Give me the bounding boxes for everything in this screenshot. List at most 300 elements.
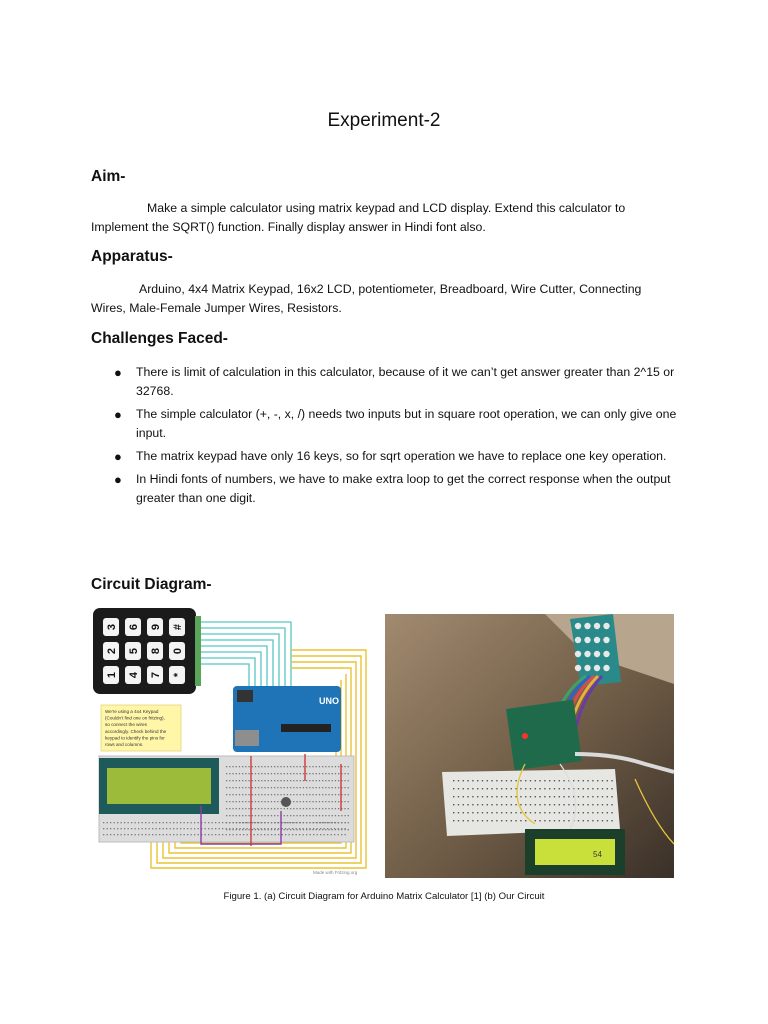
breadboard-hole [293, 801, 294, 802]
breadboard-hole [274, 780, 275, 781]
breadboard-hole [309, 766, 310, 767]
breadboard-hole [232, 815, 233, 816]
photo-breadboard-hole [511, 804, 512, 805]
breadboard-hole [310, 828, 311, 829]
photo-breadboard-hole [491, 804, 492, 805]
breadboard-hole [322, 794, 323, 795]
breadboard-hole [320, 834, 321, 835]
breadboard-hole [338, 773, 339, 774]
breadboard-hole [309, 787, 310, 788]
breadboard-hole [310, 822, 311, 823]
breadboard-hole [245, 829, 246, 830]
breadboard-hole [275, 822, 276, 823]
breadboard-hole [293, 794, 294, 795]
breadboard-hole [248, 801, 249, 802]
breadboard-hole [319, 773, 320, 774]
photo-breadboard-hole [607, 812, 608, 813]
photo-led [522, 733, 528, 739]
breadboard-hole [319, 766, 320, 767]
breadboard-hole [322, 822, 323, 823]
photo-breadboard-hole [592, 804, 593, 805]
breadboard-hole [338, 828, 339, 829]
photo-breadboard-hole [611, 780, 612, 781]
breadboard-hole [208, 834, 209, 835]
breadboard-hole [303, 787, 304, 788]
breadboard-hole [242, 801, 243, 802]
breadboard-hole [306, 773, 307, 774]
arduino-usb [235, 730, 259, 746]
photo-breadboard-hole [458, 796, 459, 797]
breadboard-hole [303, 766, 304, 767]
breadboard-hole [268, 815, 269, 816]
breadboard-hole [324, 822, 325, 823]
breadboard-hole [187, 834, 188, 835]
photo-breadboard-hole [458, 820, 459, 821]
photo-breadboard-hole [563, 804, 564, 805]
photo-breadboard-hole [487, 820, 488, 821]
breadboard-hole [316, 766, 317, 767]
breadboard-hole [348, 829, 349, 830]
breadboard-hole [332, 794, 333, 795]
breadboard-hole [103, 822, 104, 823]
potentiometer [281, 797, 291, 807]
breadboard-hole [254, 828, 255, 829]
breadboard-hole [124, 822, 125, 823]
breadboard-hole [261, 822, 262, 823]
breadboard-hole [319, 787, 320, 788]
photo-breadboard-hole [568, 788, 569, 789]
photo-breadboard-hole [587, 796, 588, 797]
breadboard-hole [334, 828, 335, 829]
breadboard-hole [103, 834, 104, 835]
breadboard-hole [255, 801, 256, 802]
breadboard-hole [275, 828, 276, 829]
breadboard-hole [344, 808, 345, 809]
photo-breadboard-hole [597, 804, 598, 805]
breadboard-hole [219, 834, 220, 835]
breadboard-hole [348, 787, 349, 788]
breadboard-hole [306, 801, 307, 802]
photo-breadboard-hole [515, 812, 516, 813]
breadboard-hole [261, 815, 262, 816]
breadboard-hole [245, 787, 246, 788]
breadboard-hole [107, 828, 108, 829]
breadboard-hole [303, 808, 304, 809]
breadboard-hole [240, 834, 241, 835]
breadboard-hole [306, 815, 307, 816]
breadboard-hole [226, 808, 227, 809]
breadboard-hole [252, 822, 253, 823]
breadboard-hole [271, 801, 272, 802]
breadboard-hole [290, 815, 291, 816]
breadboard-hole [205, 834, 206, 835]
breadboard-hole [319, 808, 320, 809]
breadboard-hole [280, 808, 281, 809]
photo-breadboard-hole [525, 796, 526, 797]
breadboard-hole [316, 773, 317, 774]
photo-breadboard-hole [602, 820, 603, 821]
breadboard-hole [142, 828, 143, 829]
breadboard-hole [274, 794, 275, 795]
breadboard-hole [264, 801, 265, 802]
photo-breadboard [442, 769, 620, 836]
breadboard-hole [316, 808, 317, 809]
breadboard-hole [229, 834, 230, 835]
breadboard-hole [255, 829, 256, 830]
breadboard-hole [245, 766, 246, 767]
breadboard-hole [290, 773, 291, 774]
apparatus-heading: Apparatus- [91, 248, 173, 265]
breadboard-hole [242, 808, 243, 809]
breadboard-hole [287, 815, 288, 816]
breadboard-hole [284, 780, 285, 781]
photo-breadboard-hole [506, 796, 507, 797]
breadboard-hole [287, 787, 288, 788]
breadboard-hole [287, 773, 288, 774]
breadboard-hole [319, 794, 320, 795]
keypad-key-label: 7 [150, 671, 162, 679]
breadboard-hole [242, 787, 243, 788]
breadboard-hole [236, 815, 237, 816]
breadboard-hole [328, 829, 329, 830]
breadboard-hole [338, 766, 339, 767]
breadboard-hole [348, 773, 349, 774]
bullet-icon: ● [114, 407, 122, 422]
breadboard-hole [300, 787, 301, 788]
photo-breadboard-hole [472, 804, 473, 805]
breadboard-hole [290, 766, 291, 767]
breadboard-hole [254, 834, 255, 835]
breadboard-hole [180, 822, 181, 823]
breadboard-hole [319, 801, 320, 802]
photo-breadboard-hole [573, 780, 574, 781]
photo-breadboard-hole [554, 796, 555, 797]
keypad-key-label: * [172, 672, 184, 678]
breadboard-hole [264, 794, 265, 795]
breadboard-hole [255, 787, 256, 788]
breadboard-hole [114, 822, 115, 823]
breadboard-hole [268, 834, 269, 835]
breadboard-hole [325, 801, 326, 802]
breadboard-hole [236, 808, 237, 809]
breadboard-hole [345, 822, 346, 823]
circuit-diagram-figure [91, 606, 377, 878]
keypad-key-label: 2 [106, 647, 118, 655]
photo-breadboard-hole [592, 796, 593, 797]
circuit-diagram-svg [91, 606, 377, 878]
photo-breadboard-hole [496, 812, 497, 813]
breadboard-hole [316, 780, 317, 781]
breadboard-hole [152, 822, 153, 823]
breadboard-hole [319, 822, 320, 823]
breadboard-hole [293, 780, 294, 781]
photo-breadboard-hole [453, 804, 454, 805]
note-line: so connect the wires [105, 722, 147, 728]
photo-breadboard-hole [491, 788, 492, 789]
breadboard-hole [245, 822, 246, 823]
photo-keypad-button [603, 665, 609, 671]
breadboard-hole [194, 828, 195, 829]
breadboard-hole [264, 780, 265, 781]
breadboard-hole [243, 828, 244, 829]
breadboard-hole [322, 815, 323, 816]
breadboard-hole [271, 787, 272, 788]
breadboard-hole [280, 773, 281, 774]
breadboard-hole [205, 828, 206, 829]
breadboard-hole [290, 787, 291, 788]
breadboard-hole [229, 828, 230, 829]
breadboard-hole [222, 822, 223, 823]
list-item [91, 363, 691, 401]
keypad-key-label: 0 [172, 647, 184, 655]
breadboard-hole [338, 808, 339, 809]
keypad-connector [195, 616, 201, 686]
breadboard-hole [268, 794, 269, 795]
photo-breadboard-hole [501, 820, 502, 821]
photo-breadboard-hole [458, 788, 459, 789]
photo-breadboard-hole [535, 804, 536, 805]
breadboard-hole [274, 815, 275, 816]
breadboard-hole [338, 822, 339, 823]
breadboard-hole [303, 828, 304, 829]
photo-breadboard-hole [511, 788, 512, 789]
breadboard-hole [242, 773, 243, 774]
breadboard-hole [325, 794, 326, 795]
breadboard-hole [322, 801, 323, 802]
breadboard-hole [274, 787, 275, 788]
photo-breadboard-hole [549, 788, 550, 789]
breadboard-hole [128, 828, 129, 829]
photo-breadboard-hole [578, 796, 579, 797]
breadboard-hole [278, 834, 279, 835]
photo-breadboard-hole [587, 788, 588, 789]
apparatus-text-content: Arduino, 4x4 Matrix Keypad, 16x2 LCD, potentiometer, Breadboard, Wire Cutter, Connecting Wires, Male-Female Jumper Wires, Resistors. [91, 282, 642, 315]
breadboard-hole [255, 780, 256, 781]
breadboard-hole [312, 808, 313, 809]
breadboard-hole [300, 794, 301, 795]
breadboard-hole [285, 822, 286, 823]
photo-breadboard-hole [602, 804, 603, 805]
breadboard-hole [296, 834, 297, 835]
breadboard-hole [121, 834, 122, 835]
breadboard-hole [299, 822, 300, 823]
photo-breadboard-hole [602, 780, 603, 781]
photo-breadboard-hole [520, 820, 521, 821]
list-item [91, 447, 691, 466]
breadboard-hole [245, 780, 246, 781]
breadboard-hole [277, 801, 278, 802]
photo-breadboard-hole [554, 820, 555, 821]
photo-breadboard-hole [578, 780, 579, 781]
photo-breadboard-hole [511, 820, 512, 821]
breadboard-hole [299, 828, 300, 829]
breadboard-hole [313, 834, 314, 835]
breadboard-hole [170, 828, 171, 829]
photo-breadboard-hole [501, 788, 502, 789]
breadboard-hole [296, 766, 297, 767]
photo-breadboard-hole [458, 804, 459, 805]
photo-keypad-button [603, 623, 609, 629]
photo-breadboard-hole [467, 804, 468, 805]
breadboard-hole [236, 794, 237, 795]
breadboard-hole [128, 834, 129, 835]
breadboard-hole [271, 766, 272, 767]
breadboard-hole [245, 801, 246, 802]
breadboard-hole [103, 828, 104, 829]
breadboard-hole [309, 794, 310, 795]
photo-breadboard-hole [578, 812, 579, 813]
photo-breadboard-hole [607, 788, 608, 789]
photo-breadboard-hole [530, 788, 531, 789]
breadboard-hole [335, 766, 336, 767]
photo-breadboard-hole [525, 780, 526, 781]
breadboard-hole [325, 829, 326, 830]
breadboard-hole [187, 822, 188, 823]
arduino-chip [281, 724, 331, 732]
breadboard-hole [255, 773, 256, 774]
breadboard-hole [322, 773, 323, 774]
breadboard-hole [243, 822, 244, 823]
breadboard-hole [229, 766, 230, 767]
breadboard-hole [254, 822, 255, 823]
breadboard-hole [287, 829, 288, 830]
breadboard-hole [117, 828, 118, 829]
photo-breadboard-hole [506, 780, 507, 781]
photo-breadboard-hole [544, 804, 545, 805]
breadboard-hole [319, 829, 320, 830]
breadboard-hole [239, 815, 240, 816]
breadboard-hole [117, 834, 118, 835]
photo-breadboard-hole [530, 812, 531, 813]
breadboard-hole [124, 828, 125, 829]
breadboard-hole [258, 787, 259, 788]
breadboard-hole [325, 773, 326, 774]
photo-breadboard-hole [597, 780, 598, 781]
photo-breadboard-hole [597, 788, 598, 789]
breadboard-hole [239, 766, 240, 767]
photo-breadboard-hole [559, 804, 560, 805]
breadboard-hole [332, 787, 333, 788]
breadboard-hole [252, 794, 253, 795]
breadboard-hole [149, 828, 150, 829]
breadboard-hole [322, 787, 323, 788]
breadboard-hole [296, 828, 297, 829]
breadboard-hole [212, 828, 213, 829]
keypad-key-label: 4 [128, 671, 140, 679]
breadboard-hole [198, 834, 199, 835]
breadboard-hole [226, 822, 227, 823]
photo-breadboard-hole [554, 788, 555, 789]
breadboard-hole [252, 829, 253, 830]
breadboard-hole [166, 834, 167, 835]
photo-arduino [506, 700, 582, 771]
breadboard-hole [335, 780, 336, 781]
breadboard-hole [248, 787, 249, 788]
photo-breadboard-hole [525, 804, 526, 805]
challenges-heading: Challenges Faced- [91, 330, 228, 347]
breadboard-hole [268, 766, 269, 767]
note-line: (Couldn't find one on fritzing), [105, 715, 165, 721]
photo-breadboard-hole [472, 812, 473, 813]
breadboard-hole [341, 834, 342, 835]
breadboard-hole [322, 808, 323, 809]
breadboard-hole [226, 773, 227, 774]
breadboard-hole [268, 828, 269, 829]
breadboard-hole [327, 822, 328, 823]
breadboard-hole [191, 828, 192, 829]
photo-breadboard-hole [592, 780, 593, 781]
photo-breadboard-hole [563, 820, 564, 821]
breadboard-hole [344, 794, 345, 795]
photo-breadboard-hole [491, 780, 492, 781]
photo-breadboard-hole [559, 820, 560, 821]
breadboard-hole [289, 828, 290, 829]
photo-keypad-button [584, 637, 590, 643]
photo-breadboard-hole [587, 812, 588, 813]
breadboard-hole [229, 822, 230, 823]
breadboard-hole [324, 828, 325, 829]
photo-breadboard-hole [549, 804, 550, 805]
breadboard-hole [300, 815, 301, 816]
breadboard-hole [335, 773, 336, 774]
breadboard-hole [317, 822, 318, 823]
photo-keypad-button [575, 651, 581, 657]
breadboard-hole [348, 815, 349, 816]
breadboard-hole [335, 794, 336, 795]
breadboard-hole [348, 822, 349, 823]
photo-breadboard-hole [506, 804, 507, 805]
breadboard-hole [159, 822, 160, 823]
photo-breadboard-hole [520, 812, 521, 813]
breadboard-hole [277, 787, 278, 788]
breadboard-hole [344, 780, 345, 781]
breadboard-hole [239, 808, 240, 809]
photo-breadboard-hole [482, 796, 483, 797]
breadboard-hole [222, 828, 223, 829]
photo-breadboard-hole [563, 812, 564, 813]
photo-keypad-button [575, 665, 581, 671]
photo-breadboard-hole [597, 812, 598, 813]
breadboard-hole [312, 780, 313, 781]
breadboard-hole [264, 828, 265, 829]
breadboard-hole [131, 822, 132, 823]
breadboard-hole [271, 794, 272, 795]
breadboard-hole [194, 822, 195, 823]
breadboard-hole [296, 773, 297, 774]
breadboard-hole [277, 815, 278, 816]
breadboard-hole [261, 766, 262, 767]
breadboard-hole [232, 787, 233, 788]
breadboard-hole [344, 787, 345, 788]
keypad-key-label: 1 [106, 671, 118, 679]
photo-breadboard-hole [539, 804, 540, 805]
photo-breadboard-hole [525, 820, 526, 821]
breadboard-hole [313, 828, 314, 829]
breadboard-hole [284, 815, 285, 816]
breadboard-hole [310, 834, 311, 835]
photo-breadboard-hole [472, 780, 473, 781]
photo-keypad-button [594, 665, 600, 671]
breadboard-hole [184, 828, 185, 829]
breadboard-hole [215, 822, 216, 823]
photo-breadboard-hole [463, 780, 464, 781]
breadboard-hole [306, 794, 307, 795]
photo-breadboard-hole [515, 804, 516, 805]
keypad-key-label: 8 [150, 647, 162, 655]
breadboard-hole [285, 828, 286, 829]
photo-breadboard-hole [563, 780, 564, 781]
breadboard-hole [348, 766, 349, 767]
